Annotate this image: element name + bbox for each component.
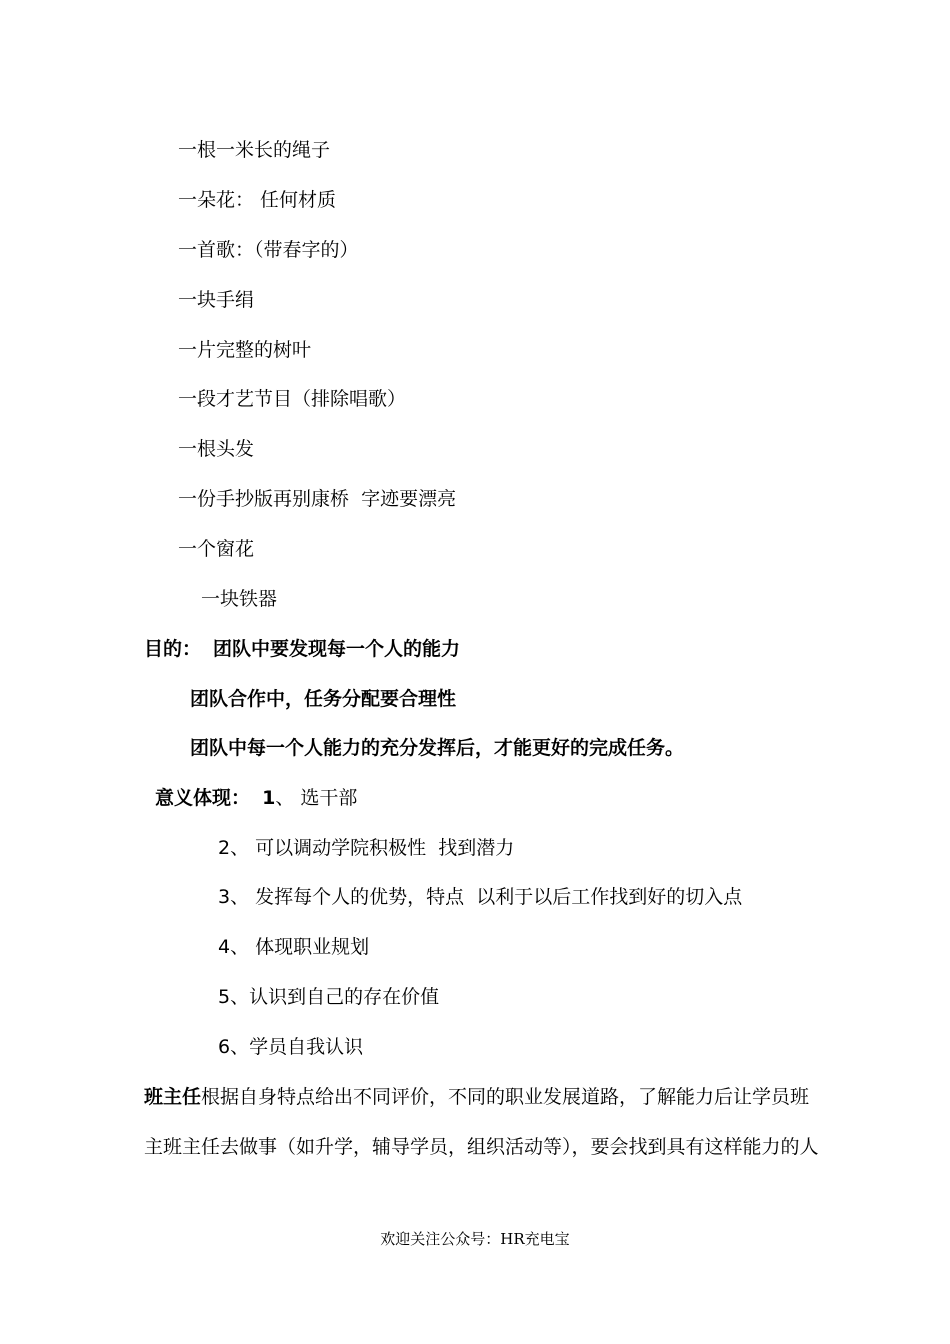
list-item: 一朵花： 任何材质 <box>178 189 337 211</box>
purpose-line: 团队合作中，任务分配要合理性 <box>190 688 457 710</box>
significance-point: 6、学员自我认识 <box>218 1036 364 1058</box>
purpose-line: 团队中每一个人能力的充分发挥后，才能更好的完成任务。 <box>190 737 685 759</box>
purpose-label: 目的： <box>144 638 202 660</box>
list-item: 一块手绢 <box>178 289 255 311</box>
significance-point: 3、 发挥每个人的优势，特点 以利于以后工作找到好的切入点 <box>218 886 743 908</box>
list-item: 一首歌：（带春字的） <box>178 239 359 261</box>
list-item: 一段才艺节目（排除唱歌） <box>178 388 407 410</box>
list-item: 一根一米长的绳子 <box>178 139 331 161</box>
significance-point: 2、 可以调动学院积极性 找到潜力 <box>218 837 515 859</box>
list-item: 一片完整的树叶 <box>178 339 312 361</box>
list-item: 一根头发 <box>178 438 255 460</box>
significance-first-text: 、 选干部 <box>275 787 358 809</box>
significance-point: 5、认识到自己的存在价值 <box>218 986 440 1008</box>
list-item: 一份手抄版再别康桥 字迹要漂亮 <box>178 488 457 510</box>
significance-row <box>155 786 357 810</box>
list-item: 一块铁器 <box>201 588 278 610</box>
teacher-paragraph-line2: 主班主任去做事（如升学，辅导学员，组织活动等），要会找到具有这样能力的人 <box>144 1136 819 1158</box>
list-item: 一个窗花 <box>178 538 255 560</box>
significance-point: 4、 体现职业规划 <box>218 936 370 958</box>
footer-text: 欢迎关注公众号：HR充电宝 <box>380 1230 570 1248</box>
purpose-line: 团队中要发现每一个人的能力 <box>213 638 461 660</box>
significance-first-number: 1 <box>262 787 276 809</box>
significance-label: 意义体现： <box>155 787 251 809</box>
teacher-label: 班主任 <box>144 1086 202 1108</box>
teacher-text: 根据自身特点给出不同评价，不同的职业发展道路，了解能力后让学员班 <box>201 1086 810 1108</box>
teacher-paragraph-line1 <box>144 1085 824 1109</box>
